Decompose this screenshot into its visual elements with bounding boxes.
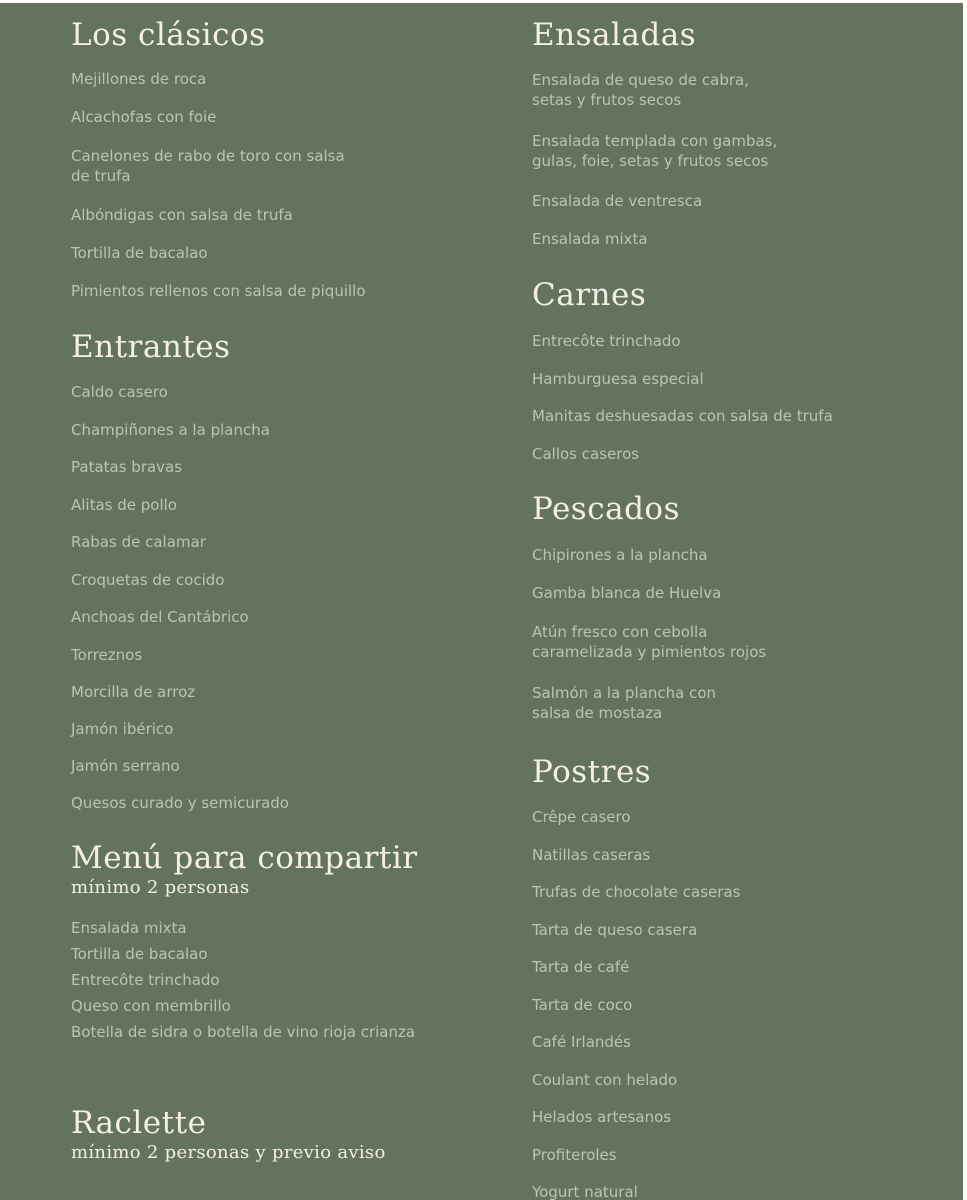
menu-item: Ensalada mixta: [71, 919, 187, 937]
section-title-ensaladas: Ensaladas: [532, 17, 697, 53]
menu-item: Trufas de chocolate caseras: [532, 883, 741, 901]
menu-item: Croquetas de cocido: [71, 571, 225, 589]
menu-item: Atún fresco con cebolla caramelizada y pimientos rojos: [532, 623, 767, 661]
menu-item: Entrecôte trinchado: [71, 971, 220, 989]
menu-board: [0, 3, 963, 1200]
menu-item: Manitas deshuesadas con salsa de trufa: [532, 407, 833, 425]
menu-item: Entrecôte trinchado: [532, 332, 681, 350]
section-title-postres: Postres: [532, 754, 652, 790]
section-title-raclette: Raclette: [71, 1105, 207, 1141]
menu-item: Canelones de rabo de toro con salsa de trufa: [71, 147, 345, 185]
menu-item: Crêpe casero: [532, 808, 631, 826]
section-subtitle-raclette: mínimo 2 personas y previo aviso: [71, 1142, 386, 1163]
section-subtitle-compartir: mínimo 2 personas: [71, 877, 250, 898]
menu-item: Chipirones a la plancha: [532, 546, 708, 564]
menu-item: Champiñones a la plancha: [71, 421, 270, 439]
menu-item: Botella de sidra o botella de vino rioja crianza: [71, 1023, 416, 1041]
menu-item: Morcilla de arroz: [71, 683, 196, 701]
menu-item: Tarta de coco: [532, 996, 633, 1014]
menu-item: Ensalada templada con gambas, gulas, foie, setas y frutos secos: [532, 132, 778, 170]
section-title-carnes: Carnes: [532, 277, 647, 313]
menu-item: Rabas de calamar: [71, 533, 206, 551]
menu-item: Torreznos: [71, 646, 143, 664]
menu-item: Tarta de queso casera: [532, 921, 698, 939]
menu-item: Ensalada de queso de cabra, setas y frutos secos: [532, 71, 749, 109]
menu-item: Jamón ibérico: [71, 720, 174, 738]
menu-item: Patatas bravas: [71, 458, 183, 476]
menu-item: Alitas de pollo: [71, 496, 177, 514]
menu-item: Jamón serrano: [71, 757, 180, 775]
menu-item: Natillas caseras: [532, 846, 651, 864]
menu-item: Callos caseros: [532, 445, 640, 463]
menu-item: Tarta de café: [532, 958, 630, 976]
menu-item: Yogurt natural: [532, 1183, 638, 1200]
menu-item: Pimientos rellenos con salsa de piquillo: [71, 282, 366, 300]
menu-item: Quesos curado y semicurado: [71, 794, 289, 812]
menu-item: Albóndigas con salsa de trufa: [71, 206, 293, 224]
menu-item: Helados artesanos: [532, 1108, 672, 1126]
menu-item: Queso con membrillo: [71, 997, 231, 1015]
menu-item: Coulant con helado: [532, 1071, 678, 1089]
section-title-pescados: Pescados: [532, 491, 680, 527]
menu-item: Hamburguesa especial: [532, 370, 704, 388]
menu-item: Anchoas del Cantábrico: [71, 608, 249, 626]
menu-item: Caldo casero: [71, 383, 168, 401]
menu-item: Gamba blanca de Huelva: [532, 584, 722, 602]
section-title-entrantes: Entrantes: [71, 329, 231, 365]
menu-item: Café Irlandés: [532, 1033, 631, 1051]
menu-item: Profiteroles: [532, 1146, 617, 1164]
menu-item: Ensalada mixta: [532, 230, 648, 248]
menu-item: Salmón a la plancha con salsa de mostaza: [532, 684, 717, 722]
section-title-compartir: Menú para compartir: [71, 840, 418, 876]
section-title-clasicos: Los clásicos: [71, 17, 266, 53]
menu-item: Ensalada de ventresca: [532, 192, 703, 210]
menu-item: Alcachofas con foie: [71, 108, 217, 126]
menu-item: Tortilla de bacalao: [71, 244, 208, 262]
menu-item: Tortilla de bacalao: [71, 945, 208, 963]
menu-item: Mejillones de roca: [71, 70, 207, 88]
